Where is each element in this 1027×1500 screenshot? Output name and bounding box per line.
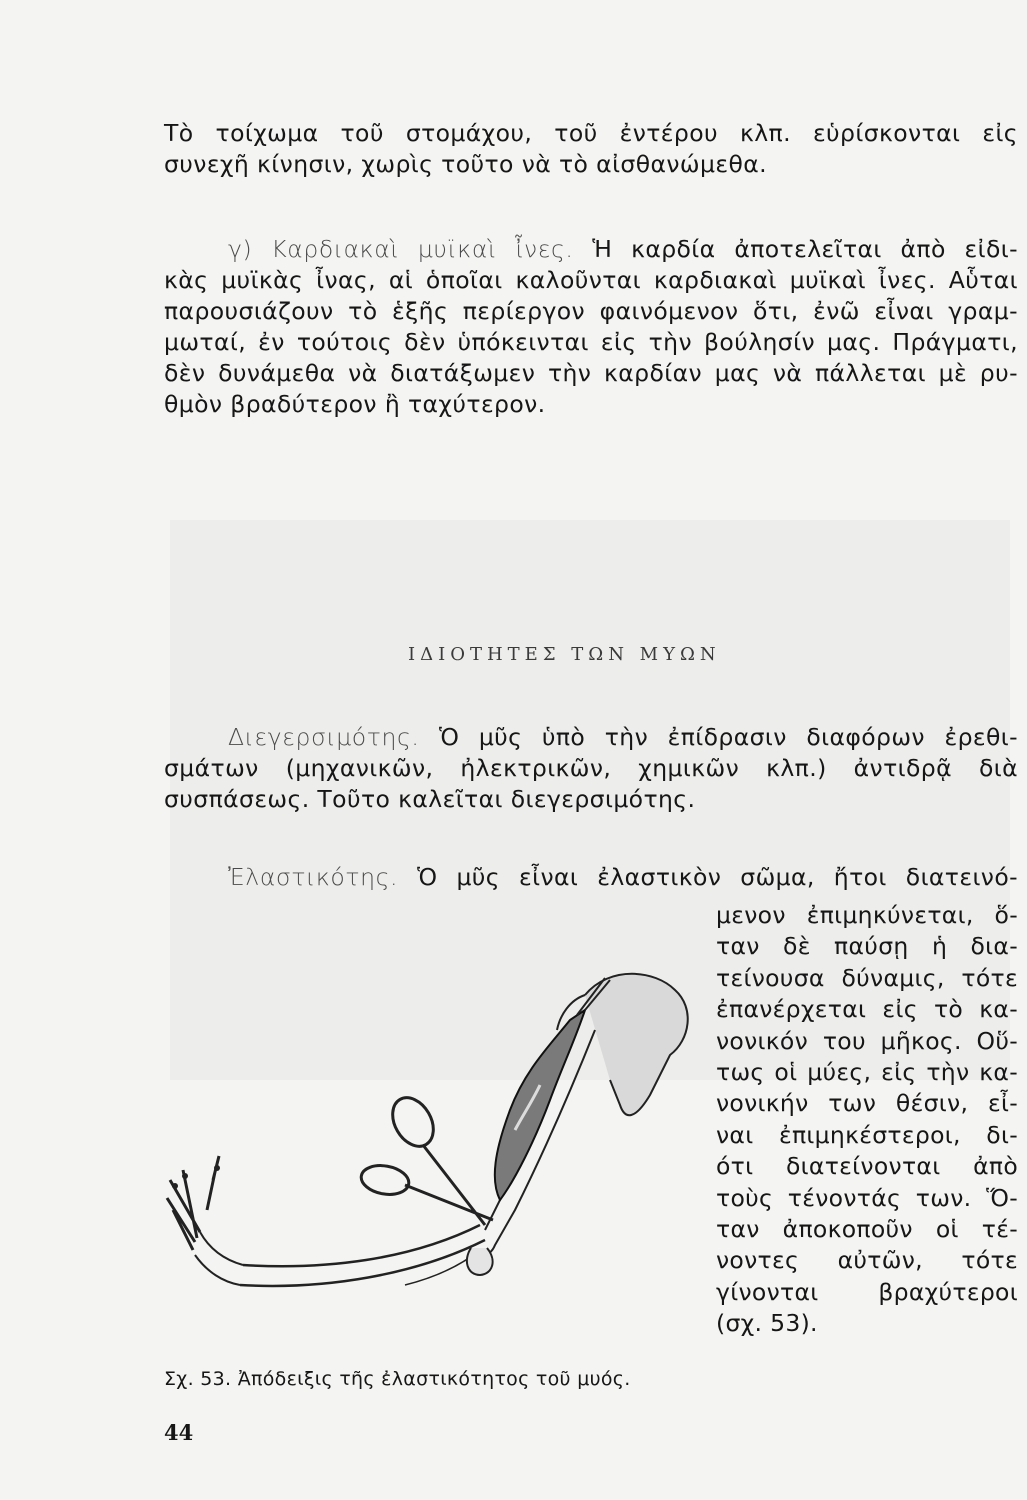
cardiac-line-6: θμὸν βραδύτερον ἢ ταχύτερον.	[164, 390, 546, 418]
col-line-9: ότι διατείνονται ἀπὸ	[716, 1152, 1018, 1181]
cardiac-line-4: μωταί, ἐν τούτοις δὲν ὑπόκεινται εἰς τὴν βούλησίν μας. Πράγματι,	[164, 328, 1018, 356]
col-line-6: τως οἱ μύες, εἰς τὴν κα-	[716, 1058, 1018, 1087]
arm-muscle-illustration	[155, 880, 715, 1360]
col-line-5: νονικόν του μῆκος. Οὕ-	[716, 1026, 1018, 1055]
excitability-line-1-rest: Ὁ μῦς ὑπὸ τὴν ἐπίδρασιν διαφόρων ἐρεθι-	[438, 723, 1018, 751]
col-line-4: ἐπανέρχεται εἰς τὸ κα-	[716, 995, 1018, 1024]
page-number: 44	[164, 1420, 194, 1445]
elasticity-column	[716, 900, 1018, 1340]
elasticity-lead: Ἐλαστικότης.	[228, 863, 399, 891]
elasticity-line-1-rest: Ὁ μῦς εἶναι ἐλαστικὸν σῶμα, ἤτοι διατεινό-	[417, 863, 1018, 891]
section-heading: ΙΔΙΟΤΗΤΕΣ ΤΩΝ ΜΥΩΝ	[408, 644, 721, 665]
col-line-1: μενον ἐπιμηκύνεται, ὅ-	[716, 901, 1018, 929]
col-line-11: ταν ἀποκοποῦν οἱ τέ-	[716, 1215, 1018, 1244]
cardiac-line-3: παρουσιάζουν τὸ ἑξῆς περίεργον φαινόμενον ὅτι, ἐνῶ εἶναι γραμ-	[164, 297, 1018, 325]
col-line-3: τείνουσα δύναμις, τότε	[716, 963, 1018, 992]
cardiac-line-1-rest: Ἡ καρδία ἀποτελεῖται ἀπὸ εἰδι-	[592, 235, 1018, 263]
excitability-paragraph	[164, 722, 1018, 815]
col-line-8: ναι ἐπιμηκέστεροι, δι-	[716, 1120, 1018, 1149]
cardiac-line-5: δὲν δυνάμεθα νὰ διατάξωμεν τὴν καρδίαν μας νὰ πάλλεται μὲ ρυ-	[164, 359, 1018, 387]
excitability-line-3: συσπάσεως. Τοῦτο καλεῖται διεγερσιμότης.	[164, 785, 696, 813]
col-line-12: νοντες αὐτῶν, τότε	[716, 1246, 1018, 1275]
excitability-line-2: σμάτων (μηχανικῶν, ἠλεκτρικῶν, χημικῶν κλπ.) ἀντιδρᾷ διὰ	[164, 754, 1018, 782]
col-line-10: τοὺς τένοντάς των. Ὅ-	[716, 1183, 1018, 1212]
cardiac-paragraph	[164, 234, 1018, 420]
figure-caption: Σχ. 53. Ἀπόδειξις τῆς ἐλαστικότητος τοῦ μυός.	[164, 1368, 631, 1390]
col-line-7: νονικήν των θέσιν, εἶ-	[716, 1089, 1018, 1118]
excitability-line-1	[164, 722, 1018, 753]
intro-paragraph	[164, 118, 1018, 180]
intro-line-2: συνεχῆ κίνησιν, χωρὶς τοῦτο νὰ τὸ αἰσθανώμεθα.	[164, 150, 767, 178]
cardiac-line-2: κὰς μυϊκὰς ἶνας, αἱ ὁποῖαι καλοῦνται καρδιακαὶ μυϊκαὶ ἶνες. Αὗται	[164, 266, 1018, 294]
intro-line-1: Τὸ τοίχωμα τοῦ στομάχου, τοῦ ἐντέρου κλπ. εὑρίσκονται εἰς	[164, 119, 1018, 147]
col-line-13: γίνονται βραχύτεροι	[716, 1277, 1018, 1306]
cardiac-lead: γ) Καρδιακαὶ μυϊκαὶ ἶνες.	[228, 235, 574, 263]
col-line-14: (σχ. 53).	[716, 1309, 818, 1338]
col-line-2: ταν δὲ παύσῃ ἡ δια-	[716, 932, 1018, 961]
excitability-lead: Διεγερσιμότης.	[228, 723, 420, 751]
cardiac-line-1	[164, 234, 1018, 265]
